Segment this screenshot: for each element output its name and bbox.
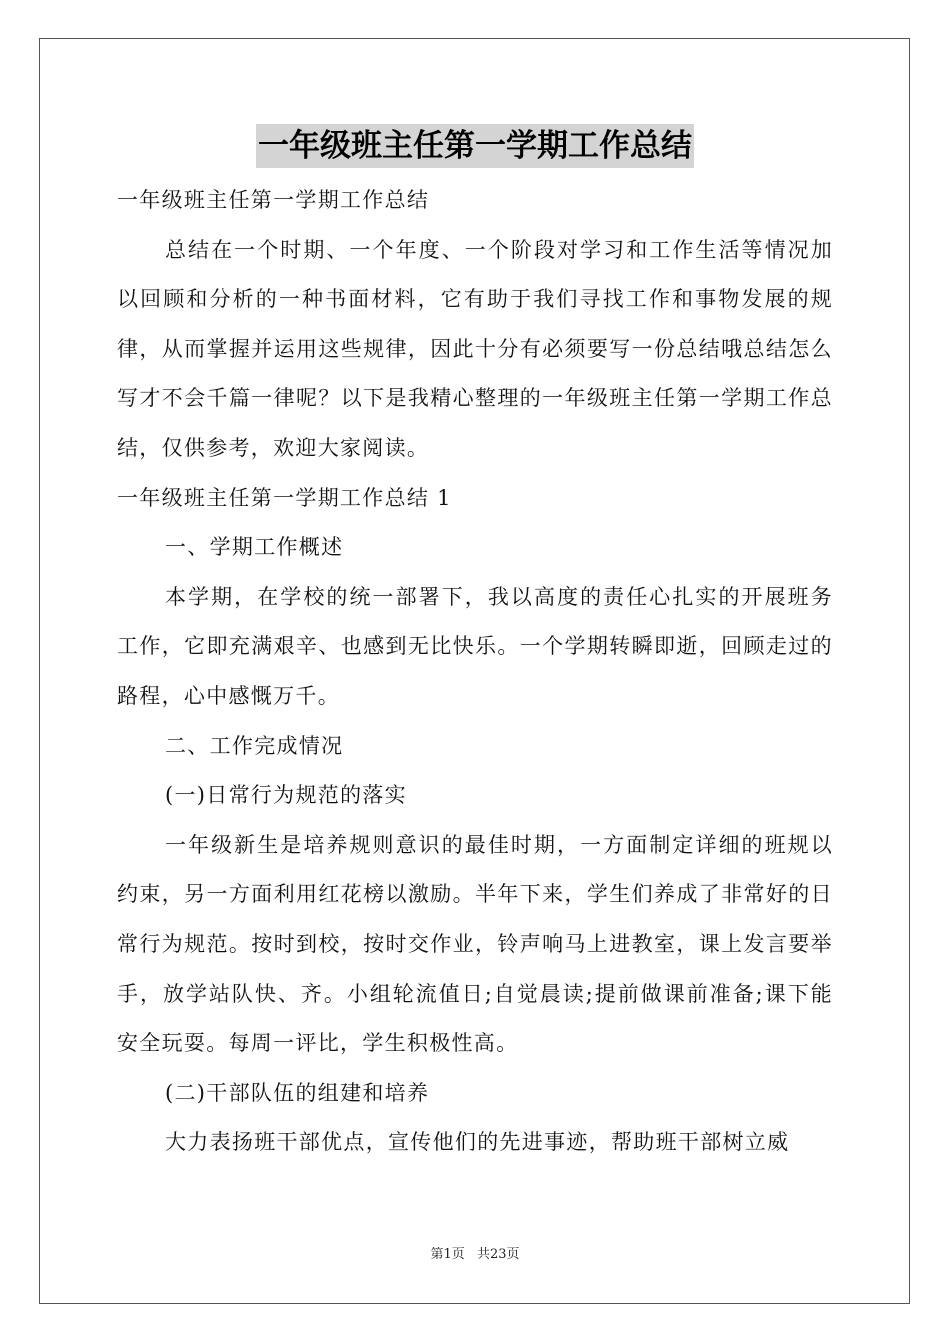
subsection-heading: (一)日常行为规范的落实 xyxy=(165,783,407,808)
current-page-label: 第1页 xyxy=(430,1247,465,1262)
paragraph: 本学期，在学校的统一部署下，我以高度的责任心扎实的开展班务工作，它即充满艰辛、也感到无比快乐。一个学期转瞬即逝，回顾走过的路程，心中感慨万千。 xyxy=(117,584,833,708)
document-title: 一年级班主任第一学期工作总结 xyxy=(256,124,694,168)
total-pages-label: 共23页 xyxy=(476,1247,520,1262)
page-footer xyxy=(0,1246,950,1264)
section-heading: 一、学期工作概述 xyxy=(165,535,344,560)
paragraph: 一年级班主任第一学期工作总结 1 xyxy=(117,485,452,510)
paragraph: 一年级新生是培养规则意识的最佳时期，一方面制定详细的班规以约束，另一方面利用红花榜以激励。半年下来，学生们养成了非常好的日常行为规范。按时到校，按时交作业，铃声响马上进教室，课上发言要举手，放学站队快、齐。小组轮流值日;自觉晨读;提前做课前准备;课下能安全玩耍。每周一评比，学生积极性高。 xyxy=(117,832,833,1056)
paragraph: 大力表扬班干部优点，宣传他们的先进事迹，帮助班干部树立威 xyxy=(165,1130,790,1155)
paragraph: 一年级班主任第一学期工作总结 xyxy=(117,188,430,212)
title-container xyxy=(0,124,950,168)
document-body xyxy=(117,176,833,1168)
paragraph: 总结在一个时期、一个年度、一个阶段对学习和工作生活等情况加以回顾和分析的一种书面材料，它有助于我们寻找工作和事物发展的规律，从而掌握并运用这些规律，因此十分有必须要写一份总结哦总结怎么写才不会千篇一律呢？以下是我精心整理的一年级班主任第一学期工作总结，仅供参考，欢迎大家阅读。 xyxy=(117,237,833,460)
subsection-heading: (二)干部队伍的组建和培养 xyxy=(165,1080,430,1105)
section-heading: 二、工作完成情况 xyxy=(165,733,344,758)
